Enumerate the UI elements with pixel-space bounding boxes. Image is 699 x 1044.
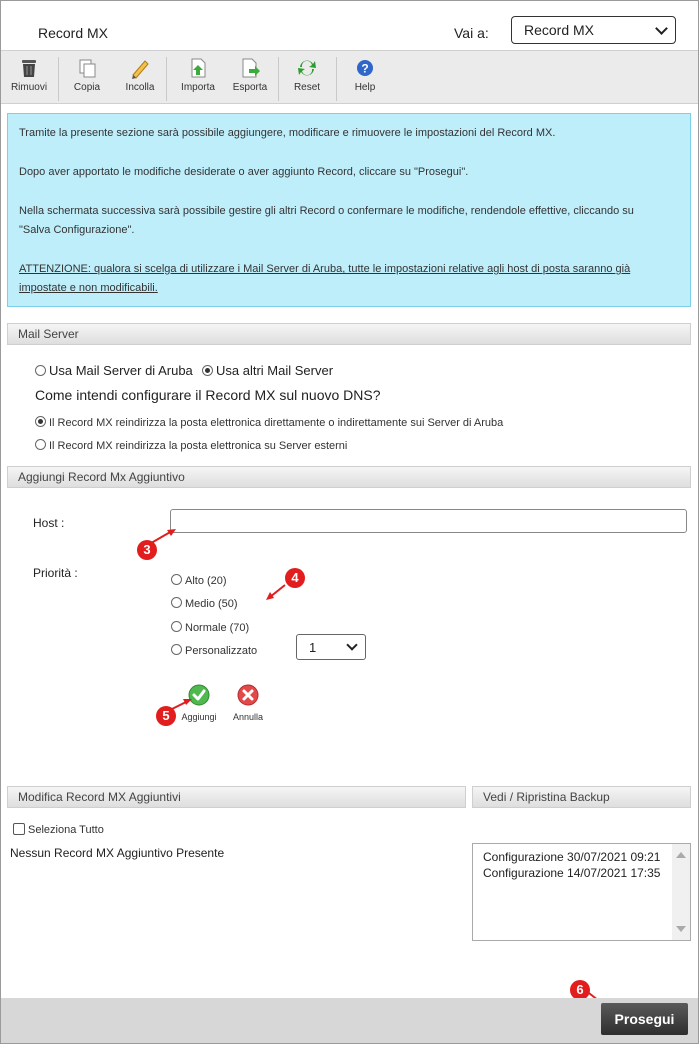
annotation-badge: 4 bbox=[285, 568, 305, 588]
radio-button[interactable] bbox=[171, 574, 182, 585]
radio-redirect-aruba[interactable] bbox=[35, 416, 503, 429]
goto-label: Vai a: bbox=[454, 25, 489, 41]
radio-label: Personalizzato bbox=[185, 645, 258, 657]
custom-priority-select[interactable] bbox=[296, 634, 366, 660]
paste-label: Incolla bbox=[125, 82, 155, 93]
info-text: impostate e non modificabili. bbox=[19, 282, 158, 294]
info-text: "Salva Configurazione". bbox=[19, 224, 135, 236]
annotation-badge: 5 bbox=[156, 706, 176, 726]
radio-button[interactable] bbox=[171, 597, 182, 608]
priority-normal[interactable] bbox=[171, 621, 249, 634]
priority-label: Priorità : bbox=[33, 566, 78, 580]
info-paragraph bbox=[19, 202, 679, 240]
copy-label: Copia bbox=[73, 82, 101, 93]
import-label: Importa bbox=[181, 82, 215, 93]
host-label: Host : bbox=[33, 516, 65, 530]
reset-icon bbox=[296, 57, 318, 79]
info-text: Nella schermata successiva sarà possibile gestire gli altri Record o confermare le modifiche, rendendole effettive, cliccando su bbox=[19, 205, 634, 217]
radio-label: Normale (70) bbox=[185, 622, 250, 634]
add-record-header: Aggiungi Record Mx Aggiuntivo bbox=[7, 466, 691, 488]
radio-button[interactable] bbox=[35, 416, 46, 427]
goto-select-value: Record MX bbox=[524, 22, 595, 38]
custom-priority-value: 1 bbox=[309, 640, 317, 655]
backup-header: Vedi / Ripristina Backup bbox=[472, 786, 691, 808]
priority-medium[interactable] bbox=[171, 597, 238, 610]
reset-button[interactable] bbox=[289, 57, 325, 93]
annotation-badge: 3 bbox=[137, 540, 157, 560]
select-all-label: Seleziona Tutto bbox=[28, 824, 104, 836]
radio-label: Il Record MX reindirizza la posta elettronica su Server esterni bbox=[49, 440, 348, 452]
select-all[interactable] bbox=[13, 823, 104, 836]
trash-icon bbox=[18, 57, 40, 79]
host-input[interactable] bbox=[170, 509, 687, 533]
info-warning bbox=[19, 260, 679, 298]
empty-records-message: Nessun Record MX Aggiuntivo Presente bbox=[10, 846, 225, 860]
copy-icon bbox=[76, 57, 98, 79]
mail-server-header: Mail Server bbox=[7, 323, 691, 345]
radio-use-other[interactable] bbox=[202, 363, 333, 378]
paste-button[interactable] bbox=[120, 57, 160, 93]
radio-button[interactable] bbox=[171, 644, 182, 655]
mx-config-question: Come intendi configurare il Record MX sul nuovo DNS? bbox=[35, 387, 381, 403]
select-all-checkbox[interactable] bbox=[13, 823, 25, 835]
radio-redirect-external[interactable] bbox=[35, 439, 347, 452]
svg-text:?: ? bbox=[361, 61, 369, 76]
import-icon bbox=[187, 57, 209, 79]
toolbar-divider bbox=[278, 57, 279, 101]
close-icon bbox=[236, 683, 260, 707]
backup-item[interactable]: Configurazione 14/07/2021 17:35 bbox=[483, 866, 661, 880]
footer-bar bbox=[1, 998, 698, 1043]
priority-custom[interactable] bbox=[171, 644, 257, 657]
scroll-up-icon[interactable] bbox=[676, 852, 686, 858]
info-paragraph: Tramite la presente sezione sarà possibile aggiungere, modificare e rimuovere le impostazioni del Record MX. bbox=[19, 127, 556, 139]
info-paragraph: Dopo aver apportato le modifiche desiderate o aver aggiunto Record, cliccare su "Prosegui". bbox=[19, 166, 469, 178]
radio-label: Usa Mail Server di Aruba bbox=[49, 363, 193, 378]
toolbar-divider bbox=[336, 57, 337, 101]
cancel-button[interactable] bbox=[228, 683, 268, 725]
help-label: Help bbox=[354, 82, 376, 93]
scroll-down-icon[interactable] bbox=[676, 926, 686, 932]
radio-button[interactable] bbox=[202, 365, 213, 376]
add-label: Aggiungi bbox=[181, 712, 217, 722]
backup-item[interactable]: Configurazione 30/07/2021 09:21 bbox=[483, 850, 661, 864]
scrollbar[interactable] bbox=[672, 844, 690, 940]
info-box bbox=[7, 113, 691, 307]
radio-use-aruba[interactable] bbox=[35, 363, 193, 378]
help-button[interactable] bbox=[347, 57, 383, 93]
toolbar-divider bbox=[58, 57, 59, 101]
cancel-label: Annulla bbox=[232, 712, 264, 722]
toolbar bbox=[1, 50, 698, 104]
toolbar-divider bbox=[166, 57, 167, 101]
radio-label: Il Record MX reindirizza la posta elettronica direttamente o indirettamente sui Server di Aruba bbox=[49, 417, 504, 429]
export-label: Esporta bbox=[232, 82, 268, 93]
export-button[interactable] bbox=[229, 57, 271, 93]
radio-button[interactable] bbox=[171, 621, 182, 632]
copy-button[interactable] bbox=[69, 57, 105, 93]
chevron-down-icon bbox=[655, 22, 668, 35]
import-button[interactable] bbox=[177, 57, 219, 93]
edit-records-header: Modifica Record MX Aggiuntivi bbox=[7, 786, 466, 808]
radio-button[interactable] bbox=[35, 365, 46, 376]
page-title: Record MX bbox=[38, 25, 109, 41]
reset-label: Reset bbox=[293, 82, 321, 93]
info-text: ATTENZIONE: qualora si scelga di utilizzare i Mail Server di Aruba, tutte le impostazioni relative agli host di posta saranno già bbox=[19, 263, 631, 275]
backup-list[interactable] bbox=[472, 843, 691, 941]
help-icon bbox=[354, 57, 376, 79]
page-header bbox=[1, 1, 698, 49]
paste-icon bbox=[129, 57, 151, 79]
radio-button[interactable] bbox=[35, 439, 46, 450]
remove-label: Rimuovi bbox=[10, 82, 48, 93]
export-icon bbox=[239, 57, 261, 79]
radio-label: Usa altri Mail Server bbox=[216, 363, 334, 378]
chevron-down-icon bbox=[346, 639, 357, 650]
proceed-button[interactable]: Prosegui bbox=[601, 1003, 688, 1035]
radio-label: Alto (20) bbox=[185, 575, 227, 587]
radio-label: Medio (50) bbox=[185, 598, 238, 610]
remove-button[interactable] bbox=[10, 57, 48, 93]
annotation-badge: 6 bbox=[570, 980, 590, 1000]
goto-select[interactable] bbox=[511, 16, 676, 44]
priority-high[interactable] bbox=[171, 574, 227, 587]
